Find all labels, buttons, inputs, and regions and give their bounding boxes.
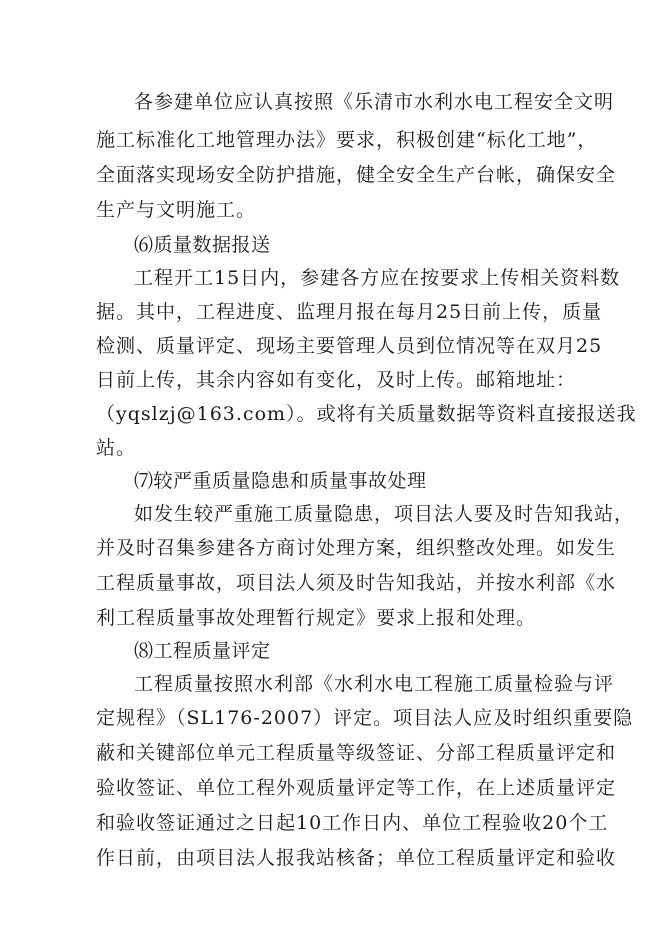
paragraph-line: 作日前，由项目法人报我站核备；单位工程质量评定和验收 [96,847,617,869]
email-line: （yqslzj@163.com）。或将有关质量数据等资料直接报送我 [96,403,637,425]
paragraph-line: 全面落实现场安全防护措施，健全安全生产台帐，确保安全 [96,164,617,186]
section-heading: ⑹质量数据报送 [134,234,271,256]
paragraph-line: 和验收签证通过之日起10工作日内、单位工程验收20个工 [96,812,609,834]
paragraph-line: 工程质量按照水利部《水利水电工程施工质量检验与评 [134,673,615,695]
paragraph-line: 日前上传，其余内容如有变化，及时上传。邮箱地址： [96,369,577,391]
paragraph-line: 据。其中，工程进度、监理月报在每月25日前上传，质量 [96,301,603,323]
paragraph-line: 蔽和关键部位单元工程质量等级签证、分部工程质量评定和 [96,742,617,764]
section-heading: ⑻工程质量评定 [134,640,271,662]
paragraph-line: 并及时召集参建各方商讨处理方案，组织整改处理。如发生 [96,537,617,559]
paragraph-line: 工程开工15日内，参建各方应在按要求上传相关资料数 [134,267,621,289]
section-heading: ⑺较严重质量隐患和质量事故处理 [134,470,427,492]
paragraph-line: 生产与文明施工。 [96,199,257,221]
paragraph-line: 定规程》（SL176-2007）评定。项目法人应及时组织重要隐 [96,707,634,729]
paragraph-line: 利工程质量事故处理暂行规定》要求上报和处理。 [96,607,537,629]
paragraph-line: 工程质量事故，项目法人须及时告知我站，并按水利部《水 [96,572,617,594]
paragraph-line: 站。 [96,437,137,459]
paragraph-line: 各参建单位应认真按照《乐清市水利水电工程安全文明 [134,91,615,113]
paragraph-line: 检测、质量评定、现场主要管理人员到位情况等在双月25 [96,335,603,357]
paragraph-line: 施工标准化工地管理办法》要求，积极创建“标化工地”， [96,129,598,151]
paragraph-line: 如发生较严重施工质量隐患，项目法人要及时告知我站， [134,503,635,525]
paragraph-line: 验收签证、单位工程外观质量评定等工作，在上述质量评定 [96,777,617,799]
